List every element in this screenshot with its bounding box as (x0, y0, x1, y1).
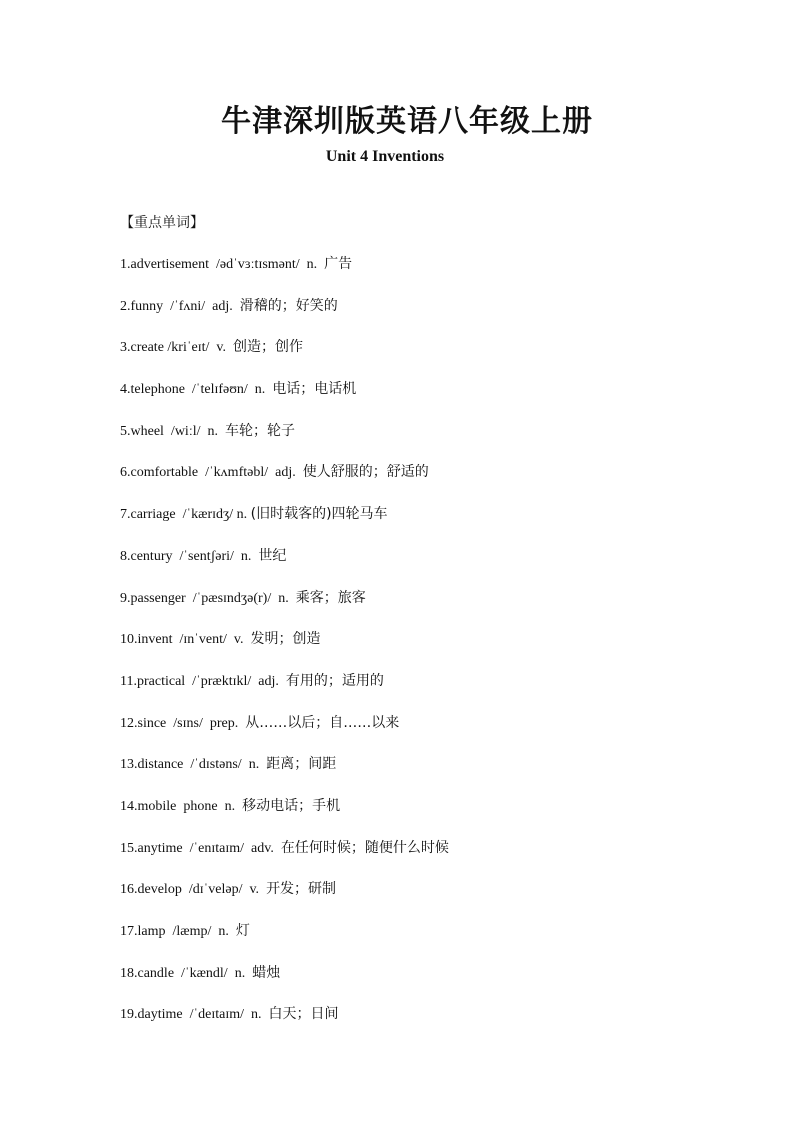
vocab-entry: 9.passenger /ˈpæsɪndʒə(r)/ n. (120, 590, 296, 606)
vocab-meaning: 灯 (235, 923, 250, 939)
vocab-entry: 12.since /sɪns/ prep. (120, 715, 246, 731)
vocab-entry: 16.develop /dɪˈveləp/ v. (120, 882, 267, 898)
vocab-meaning: 在任何时候；随便什么时候 (280, 839, 449, 856)
vocab-item (120, 877, 449, 919)
vocab-meaning: 滑稽的；好笑的 (239, 297, 338, 314)
vocab-entry: 1.advertisement /ədˈvɜːtɪsmənt/ n. (120, 257, 325, 272)
vocab-item (120, 669, 449, 711)
vocab-meaning: 开发；研制 (266, 881, 337, 898)
vocab-entry: 6.comfortable /ˈkʌmftəbl/ adj. (120, 465, 303, 481)
vocab-meaning: 广告 (324, 256, 353, 272)
vocab-meaning: 白天；日间 (268, 1006, 339, 1023)
vocab-item (120, 961, 449, 1003)
vocab-item (120, 460, 449, 502)
vocab-meaning: 使人舒服的；舒适的 (302, 464, 429, 481)
vocab-entry: 8.century /ˈsentʃəri/ n. (120, 548, 259, 564)
vocab-item (120, 335, 449, 377)
vocab-meaning: 电话；电话机 (272, 381, 357, 398)
vocab-item (120, 919, 449, 961)
vocab-entry: 10.invent /ɪnˈvent/ v. (120, 632, 251, 648)
vocab-item (120, 752, 449, 794)
vocab-meaning: 移动电话；手机 (242, 797, 341, 814)
vocab-item (120, 836, 449, 878)
vocab-item (120, 377, 449, 419)
vocab-entry: 15.anytime /ˈenɪtaɪm/ adv. (120, 840, 281, 856)
vocab-entry: 17.lamp /læmp/ n. (120, 924, 236, 939)
vocab-item (120, 711, 449, 753)
vocab-entry: 5.wheel /wiːl/ n. (120, 423, 225, 439)
vocab-meaning: 世纪 (258, 547, 287, 564)
vocab-entry: 11.practical /ˈpræktɪkl/ adj. (120, 673, 286, 689)
vocab-item (120, 294, 449, 336)
vocab-item (120, 627, 449, 669)
vocab-meaning: 有用的；适用的 (285, 672, 384, 689)
vocab-item (120, 586, 449, 628)
vocab-meaning: 蜡烛 (252, 964, 281, 981)
vocab-entry: 14.mobile phone n. (120, 798, 243, 814)
vocab-entry: 18.candle /ˈkændl/ n. (120, 965, 253, 981)
vocab-entry: 4.telephone /ˈtelɪfəʊn/ n. (120, 382, 273, 398)
vocab-item (120, 794, 449, 836)
vocab-meaning: 乘客；旅客 (295, 589, 366, 606)
vocab-entry: 19.daytime /ˈdeɪtaɪm/ n. (120, 1007, 269, 1023)
vocab-meaning: 从……以后；自……以来 (245, 714, 400, 731)
vocab-entry: 2.funny /ˈfʌni/ adj. (120, 298, 240, 314)
vocab-meaning: 创造；创作 (232, 339, 303, 356)
vocabulary-list (120, 252, 449, 1044)
vocab-meaning: 发明；创造 (250, 631, 321, 648)
vocab-meaning: 距离；间距 (266, 756, 337, 773)
unit-subtitle: Unit 4 Inventions (325, 148, 445, 165)
vocab-entry: 3.create /kriˈeɪt/ v. (120, 340, 233, 356)
vocab-item (120, 544, 449, 586)
vocab-meaning: 车轮；轮子 (225, 422, 295, 439)
vocab-item (120, 252, 449, 294)
vocab-item (120, 419, 449, 461)
vocab-item (120, 502, 449, 544)
vocab-meaning: (旧时载客的)四轮马车 (250, 506, 388, 523)
vocab-entry: 7.carriage /ˈkærɪdʒ/ n. (120, 507, 251, 523)
page-title: 牛津深圳版英语八年级上册 (221, 104, 593, 139)
vocab-entry: 13.distance /ˈdɪstəns/ n. (120, 757, 267, 773)
vocab-item (120, 1002, 449, 1044)
section-heading-key-words: 【重点单词】 (120, 215, 204, 231)
